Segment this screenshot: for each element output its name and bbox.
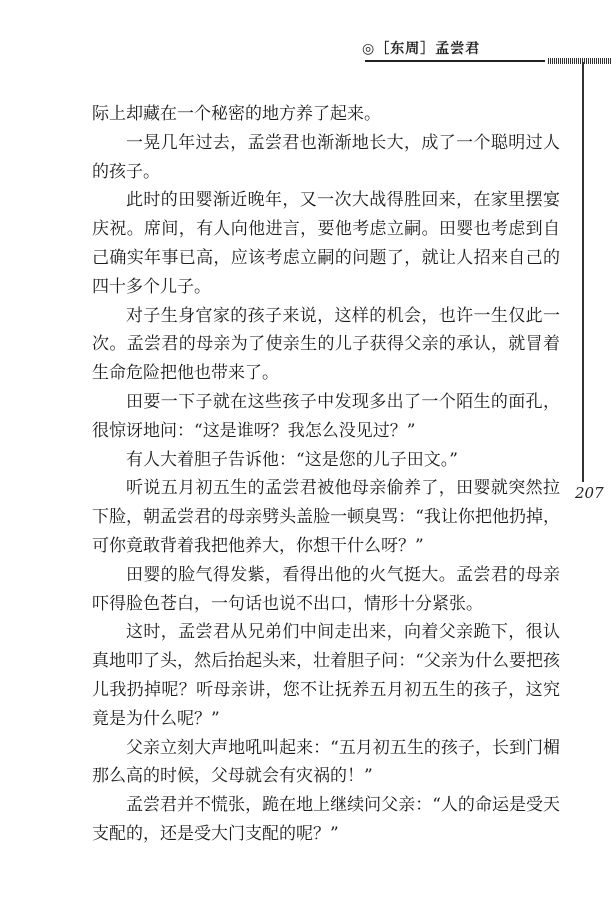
paragraph: 对子生身官家的孩子来说，这样的机会，也许一生仅此一次。孟尝君的母亲为了使亲生的儿子获得父亲的承认，就冒着生命危险把他也带来了。 [92, 305, 560, 384]
header-rule [365, 60, 545, 62]
header-rule-ornament [548, 58, 611, 64]
paragraph: 有人大着胆子告诉他：“这是您的儿子田文。” [126, 449, 458, 470]
running-header: ◎［东周］孟尝君 [362, 41, 481, 57]
paragraph: 孟尝君并不慌张，跪在地上继续问父亲：“人的命运是受天支配的，还是受大门支配的呢？” [92, 795, 560, 844]
margin-vertical-rule [582, 62, 584, 482]
paragraph: 田婴的脸气得发紫，看得出他的火气挺大。孟尝君的母亲吓得脸色苍白，一句话也说不出口，情形十分紧张。 [92, 564, 560, 614]
paragraph: 际上却藏在一个秘密的地方养了起来。 [92, 104, 381, 124]
body-text [92, 100, 560, 849]
paragraph: 此时的田婴渐近晚年，又一次大战得胜回来，在家里摆宴庆祝。席间，有人向他进言，要他考虑立嗣。田婴也考虑到自己确实年事已高，应该考虑立嗣的问题了，就让人招来自己的四十多个儿子。 [92, 190, 560, 297]
page-number: 207 [575, 484, 604, 502]
paragraph: 父亲立刻大声地吼叫起来：“五月初五生的孩子，长到门楣那么高的时候，父母就会有灾祸的！” [92, 737, 560, 787]
paragraph: 一晃几年过去，孟尝君也渐渐地长大，成了一个聪明过人的孩子。 [92, 132, 560, 182]
paragraph: 田要一下子就在这些孩子中发现多出了一个陌生的面孔，很惊讶地问：“这是谁呀？我怎么没见过？” [92, 391, 560, 441]
paragraph: 这时，孟尝君从兄弟们中间走出来，向着父亲跪下，很认真地叩了头，然后抬起头来，壮着胆子问：“父亲为什么要把孩儿我扔掉呢？听母亲讲，您不让抚养五月初五生的孩子，这究竟是为什么呢？” [92, 622, 560, 729]
paragraph: 听说五月初五生的孟尝君被他母亲偷养了，田婴就突然拉下脸，朝孟尝君的母亲劈头盖脸一顿臭骂：“我让你把他扔掉，可你竟敢背着我把他养大，你想干什么呀？” [92, 478, 560, 556]
